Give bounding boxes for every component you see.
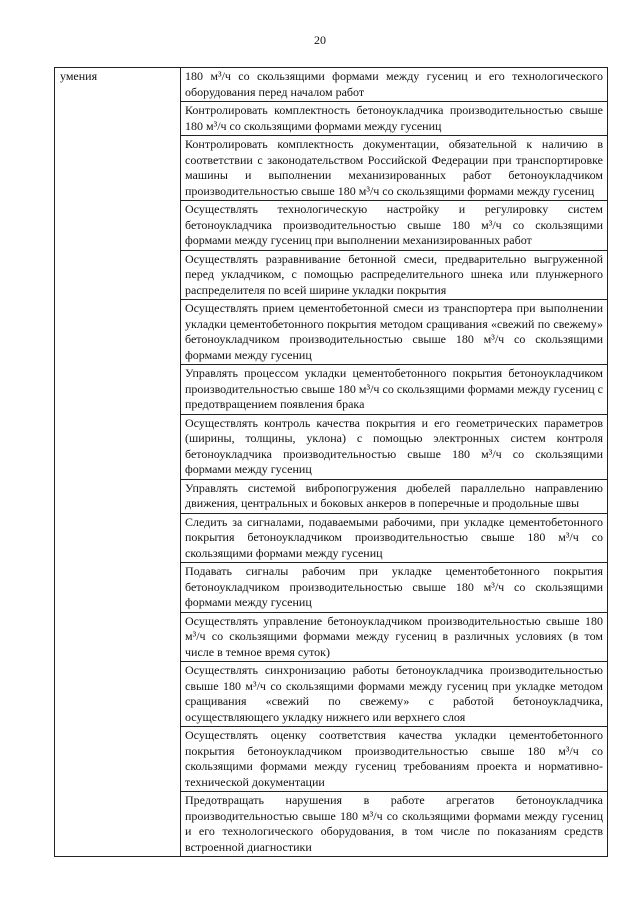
skills-table — [54, 67, 608, 857]
table-cell: Осуществлять разравнивание бетонной смеси, предварительно выгруженной перед укладчиком, с помощью распределительного шнека или плунжерного распределителя по всей ширине укладки покрытия — [181, 250, 608, 300]
table-cell: Осуществлять контроль качества покрытия и его геометрических параметров (ширины, толщины, уклона) с помощью электронных систем контроля бетоноукладчика производительностью свыше 180 м³/ч со скользящими формами между гусениц — [181, 414, 608, 479]
table-cell: Управлять системой вибропогружения дюбелей параллельно направлению движения, центральных и боковых анкеров в поперечные и продольные швы — [181, 479, 608, 513]
table-cell: Контролировать комплектность бетоноукладчика производительностью свыше 180 м³/ч со скользящими формами между гусениц — [181, 102, 608, 136]
table-cell: Управлять процессом укладки цементобетонного покрытия бетоноукладчиком производительностью свыше 180 м³/ч со скользящими формами между гусениц с предотвращением появления брака — [181, 365, 608, 415]
page-number: 20 — [314, 33, 326, 47]
table-cell: Контролировать комплектность документации, обязательной к наличию в соответствии с законодательством Российской Федерации при транспортировке машины и выполнении механизированных работ бетоноукладчиком производительностью свыше 180 м³/ч со скользящими формами между гусениц — [181, 136, 608, 201]
table-cell: Подавать сигналы рабочим при укладке цементобетонного покрытия бетоноукладчиком производительностью свыше 180 м³/ч со скользящими формами между гусениц — [181, 563, 608, 613]
table-cell: Осуществлять управление бетоноукладчиком производительностью свыше 180 м³/ч со скользящими формами между гусениц в различных условиях (в том числе в темное время суток) — [181, 612, 608, 662]
table-cell: 180 м³/ч со скользящими формами между гусениц и его технологического оборудования перед началом работ — [181, 68, 608, 102]
row-label-skills: умения — [55, 68, 181, 857]
table-cell: Осуществлять оценку соответствия качества укладки цементобетонного покрытия бетоноукладчиком производительностью свыше 180 м³/ч со скользящими формами между гусениц требованиям проекта и нормативно-технической документации — [181, 727, 608, 792]
table-row — [55, 68, 608, 102]
table-cell: Предотвращать нарушения в работе агрегатов бетоноукладчика производительностью свыше 180 м³/ч со скользящими формами между гусениц и его технологического оборудования, в том числе по показаниям средств встроенной диагностики — [181, 792, 608, 857]
table-cell: Осуществлять синхронизацию работы бетоноукладчика производительностью свыше 180 м³/ч со скользящими формами между гусениц при укладке методом сращивания «свежий по свежему» с работой бетоноукладчика, осуществляющего укладку нижнего или верхнего слоя — [181, 662, 608, 727]
table-cell: Осуществлять технологическую настройку и регулировку систем бетоноукладчика производительностью свыше 180 м³/ч со скользящими формами между гусениц при выполнении механизированных работ — [181, 201, 608, 251]
table-cell: Следить за сигналами, подаваемыми рабочими, при укладке цементобетонного покрытия бетоноукладчиком производительностью свыше 180 м³/ч со скользящими формами между гусениц — [181, 513, 608, 563]
table-cell: Осуществлять прием цементобетонной смеси из транспортера при выполнении укладки цементобетонного покрытия методом сращивания «свежий по свежему» бетоноукладчиком производительностью свыше 180 м³/ч со скользящими формами между гусениц — [181, 300, 608, 365]
